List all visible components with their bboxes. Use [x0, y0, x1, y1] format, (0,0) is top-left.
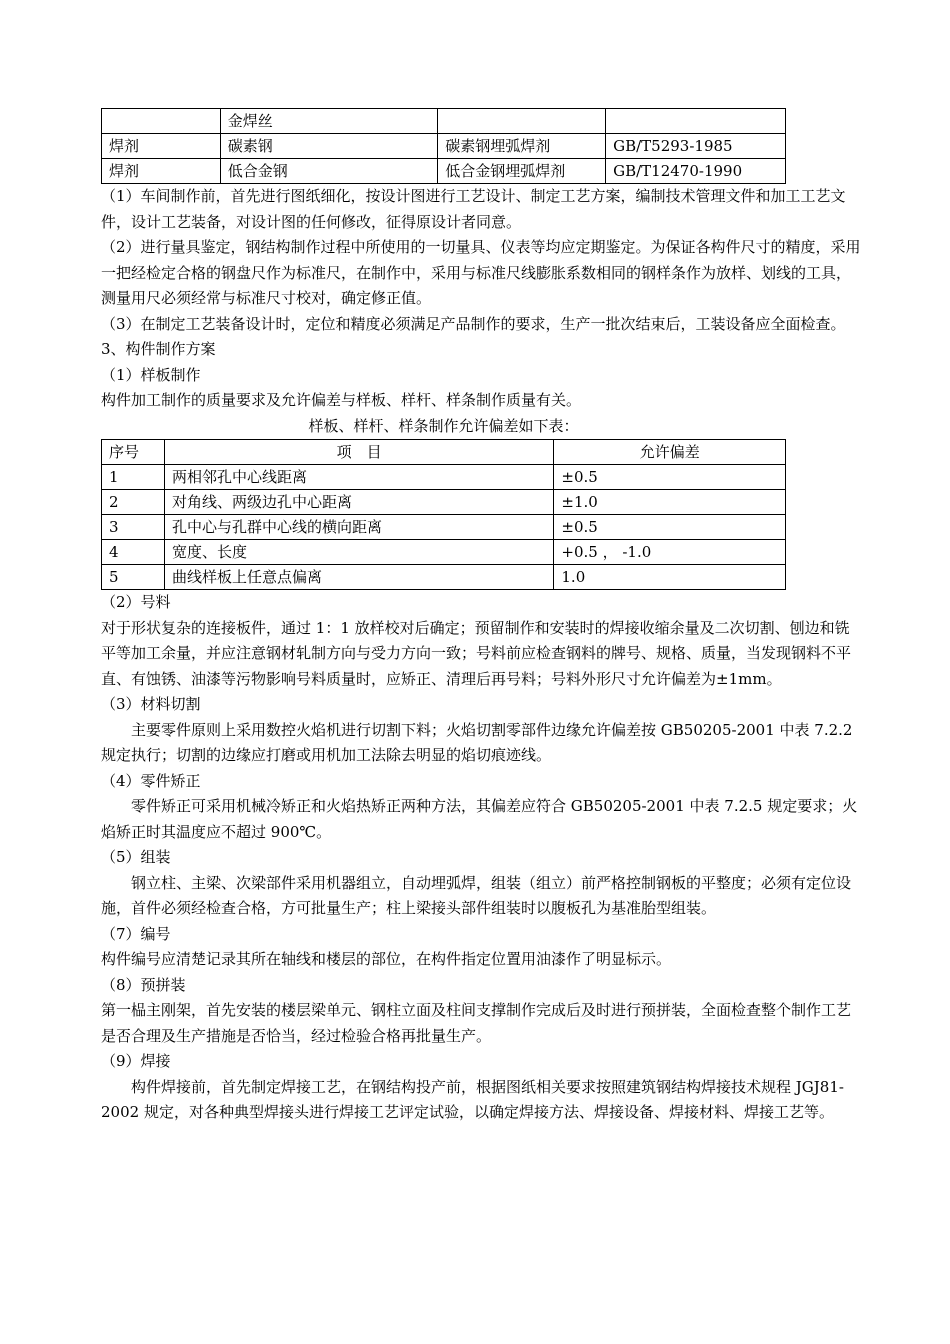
tolerance-table — [101, 439, 786, 590]
table-cell: 孔中心与孔群中心线的横向距离 — [164, 515, 553, 540]
table-cell: +0.5 ， -1.0 — [554, 540, 786, 565]
table-cell: 曲线样板上任意点偏离 — [164, 565, 553, 590]
section-heading: 3、构件制作方案 — [101, 340, 216, 358]
table-cell: 焊剂 — [102, 134, 221, 159]
column-header: 项 目 — [164, 440, 553, 465]
table-cell: 3 — [102, 515, 165, 540]
paragraph: 主要零件原则上采用数控火焰机进行切割下料；火焰切割零部件边缘允许偏差按 GB50205-2001 中表 7.2.2 规定执行；切割的边缘应打磨或用机加工法除去明显的焰切痕迹线。 — [101, 720, 853, 764]
column-header: 允许偏差 — [554, 440, 786, 465]
table-cell: 对角线、两级边孔中心距离 — [164, 490, 553, 515]
subsection-heading: （8）预拼装 — [101, 975, 186, 994]
table-cell — [438, 109, 606, 134]
table-cell: 宽度、长度 — [164, 540, 553, 565]
table-row — [102, 565, 786, 590]
subsection-heading: （7）编号 — [101, 924, 171, 943]
table-cell: 1.0 — [554, 565, 786, 590]
document-page — [101, 108, 861, 1126]
table-cell: 4 — [102, 540, 165, 565]
table-cell: ±0.5 — [554, 515, 786, 540]
table-header-row — [102, 440, 786, 465]
subsection-heading: （1）样板制作 — [101, 365, 201, 384]
subsection-heading: （2）号料 — [101, 593, 171, 611]
table-row — [102, 540, 786, 565]
material-table — [101, 108, 786, 184]
table-cell: 两相邻孔中心线距离 — [164, 465, 553, 490]
table-cell: 2 — [102, 490, 165, 515]
table-cell: ±0.5 — [554, 465, 786, 490]
paragraph: 对于形状复杂的连接板件，通过 1：1 放样校对后确定；预留制作和安装时的焊接收缩余量及二次切割、刨边和铣平等加工余量，并应注意钢材轧制方向与受力方向一致；号料前应检查钢料的牌号、规格、质量，当发现钢料不平直、有蚀锈、油漆等污物影响号料质量时，应矫正、清理后再号料；号料外形尺寸允许偏差为±1mm。 — [101, 618, 852, 688]
paragraph: （3）在制定工艺装备设计时，定位和精度必须满足产品制作的要求，生产一批次结束后，工装设备应全面检查。 — [101, 314, 846, 333]
table-cell: 低合金钢 — [220, 159, 437, 184]
subsection-heading: （5）组装 — [101, 848, 171, 866]
table-cell: 5 — [102, 565, 165, 590]
paragraph: 第一榀主刚架，首先安装的楼层梁单元、钢柱立面及柱间支撑制作完成后及时进行预拼装，全面检查整个制作工艺是否合理及生产措施是否恰当，经过检验合格再批量生产。 — [101, 1001, 852, 1045]
table-cell: 金焊丝 — [220, 109, 437, 134]
table-row — [102, 490, 786, 515]
subsection-heading: （3）材料切割 — [101, 695, 201, 713]
subsection-heading: （9）焊接 — [101, 1052, 171, 1070]
table-row — [102, 134, 786, 159]
table-cell — [606, 109, 786, 134]
paragraph: 构件加工制作的质量要求及允许偏差与样板、样杆、样条制作质量有关。 — [101, 391, 582, 409]
paragraph: 零件矫正可采用机械冷矫正和火焰热矫正两种方法，其偏差应符合 GB50205-2001 中表 7.2.5 规定要求；火焰矫正时其温度应不超过 900℃。 — [101, 797, 858, 841]
table-cell: 1 — [102, 465, 165, 490]
table-cell: 低合金钢埋弧焊剂 — [438, 159, 606, 184]
table-cell: GB/T5293-1985 — [606, 134, 786, 159]
paragraph: （2）进行量具鉴定，钢结构制作过程中所使用的一切量具、仪表等均应定期鉴定。为保证各构件尺寸的精度，采用一把经检定合格的钢盘尺作为标准尺，在制作中，采用与标准尺线膨胀系数相同的钢样条作为放样、划线的工具，测量用尺必须经常与标准尺寸校对，确定修正值。 — [101, 238, 861, 307]
column-header: 序号 — [102, 440, 165, 465]
table-cell: GB/T12470-1990 — [606, 159, 786, 184]
table-row — [102, 159, 786, 184]
table-row — [102, 465, 786, 490]
table-cell: 焊剂 — [102, 159, 221, 184]
paragraph: 构件焊接前，首先制定焊接工艺，在钢结构投产前，根据图纸相关要求按照建筑钢结构焊接技术规程 JGJ81-2002 规定，对各种典型焊接头进行焊接工艺评定试验，以确定焊接方法、焊接设备、焊接材料、焊接工艺等。 — [101, 1077, 844, 1121]
table-cell: ±1.0 — [554, 490, 786, 515]
subsection-heading: （4）零件矫正 — [101, 771, 201, 790]
table-row — [102, 109, 786, 134]
table-cell — [102, 109, 221, 134]
table-caption: 样板、样杆、样条制作允许偏差如下表： — [308, 416, 579, 435]
table-cell: 碳素钢 — [220, 134, 437, 159]
paragraph: 构件编号应清楚记录其所在轴线和楼层的部位，在构件指定位置用油漆作了明显标示。 — [101, 950, 672, 968]
table-row — [102, 515, 786, 540]
paragraph: 钢立柱、主梁、次梁部件采用机器组立，自动埋弧焊，组装（组立）前严格控制钢板的平整度；必须有定位设施，首件必须经检查合格，方可批量生产；柱上梁接头部件组装时以腹板孔为基准胎型组装。 — [101, 873, 852, 917]
paragraph: （1）车间制作前，首先进行图纸细化，按设计图进行工艺设计、制定工艺方案，编制技术管理文件和加工工艺文件，设计工艺装备，对设计图的任何修改，征得原设计者同意。 — [101, 187, 846, 231]
table-cell: 碳素钢埋弧焊剂 — [438, 134, 606, 159]
